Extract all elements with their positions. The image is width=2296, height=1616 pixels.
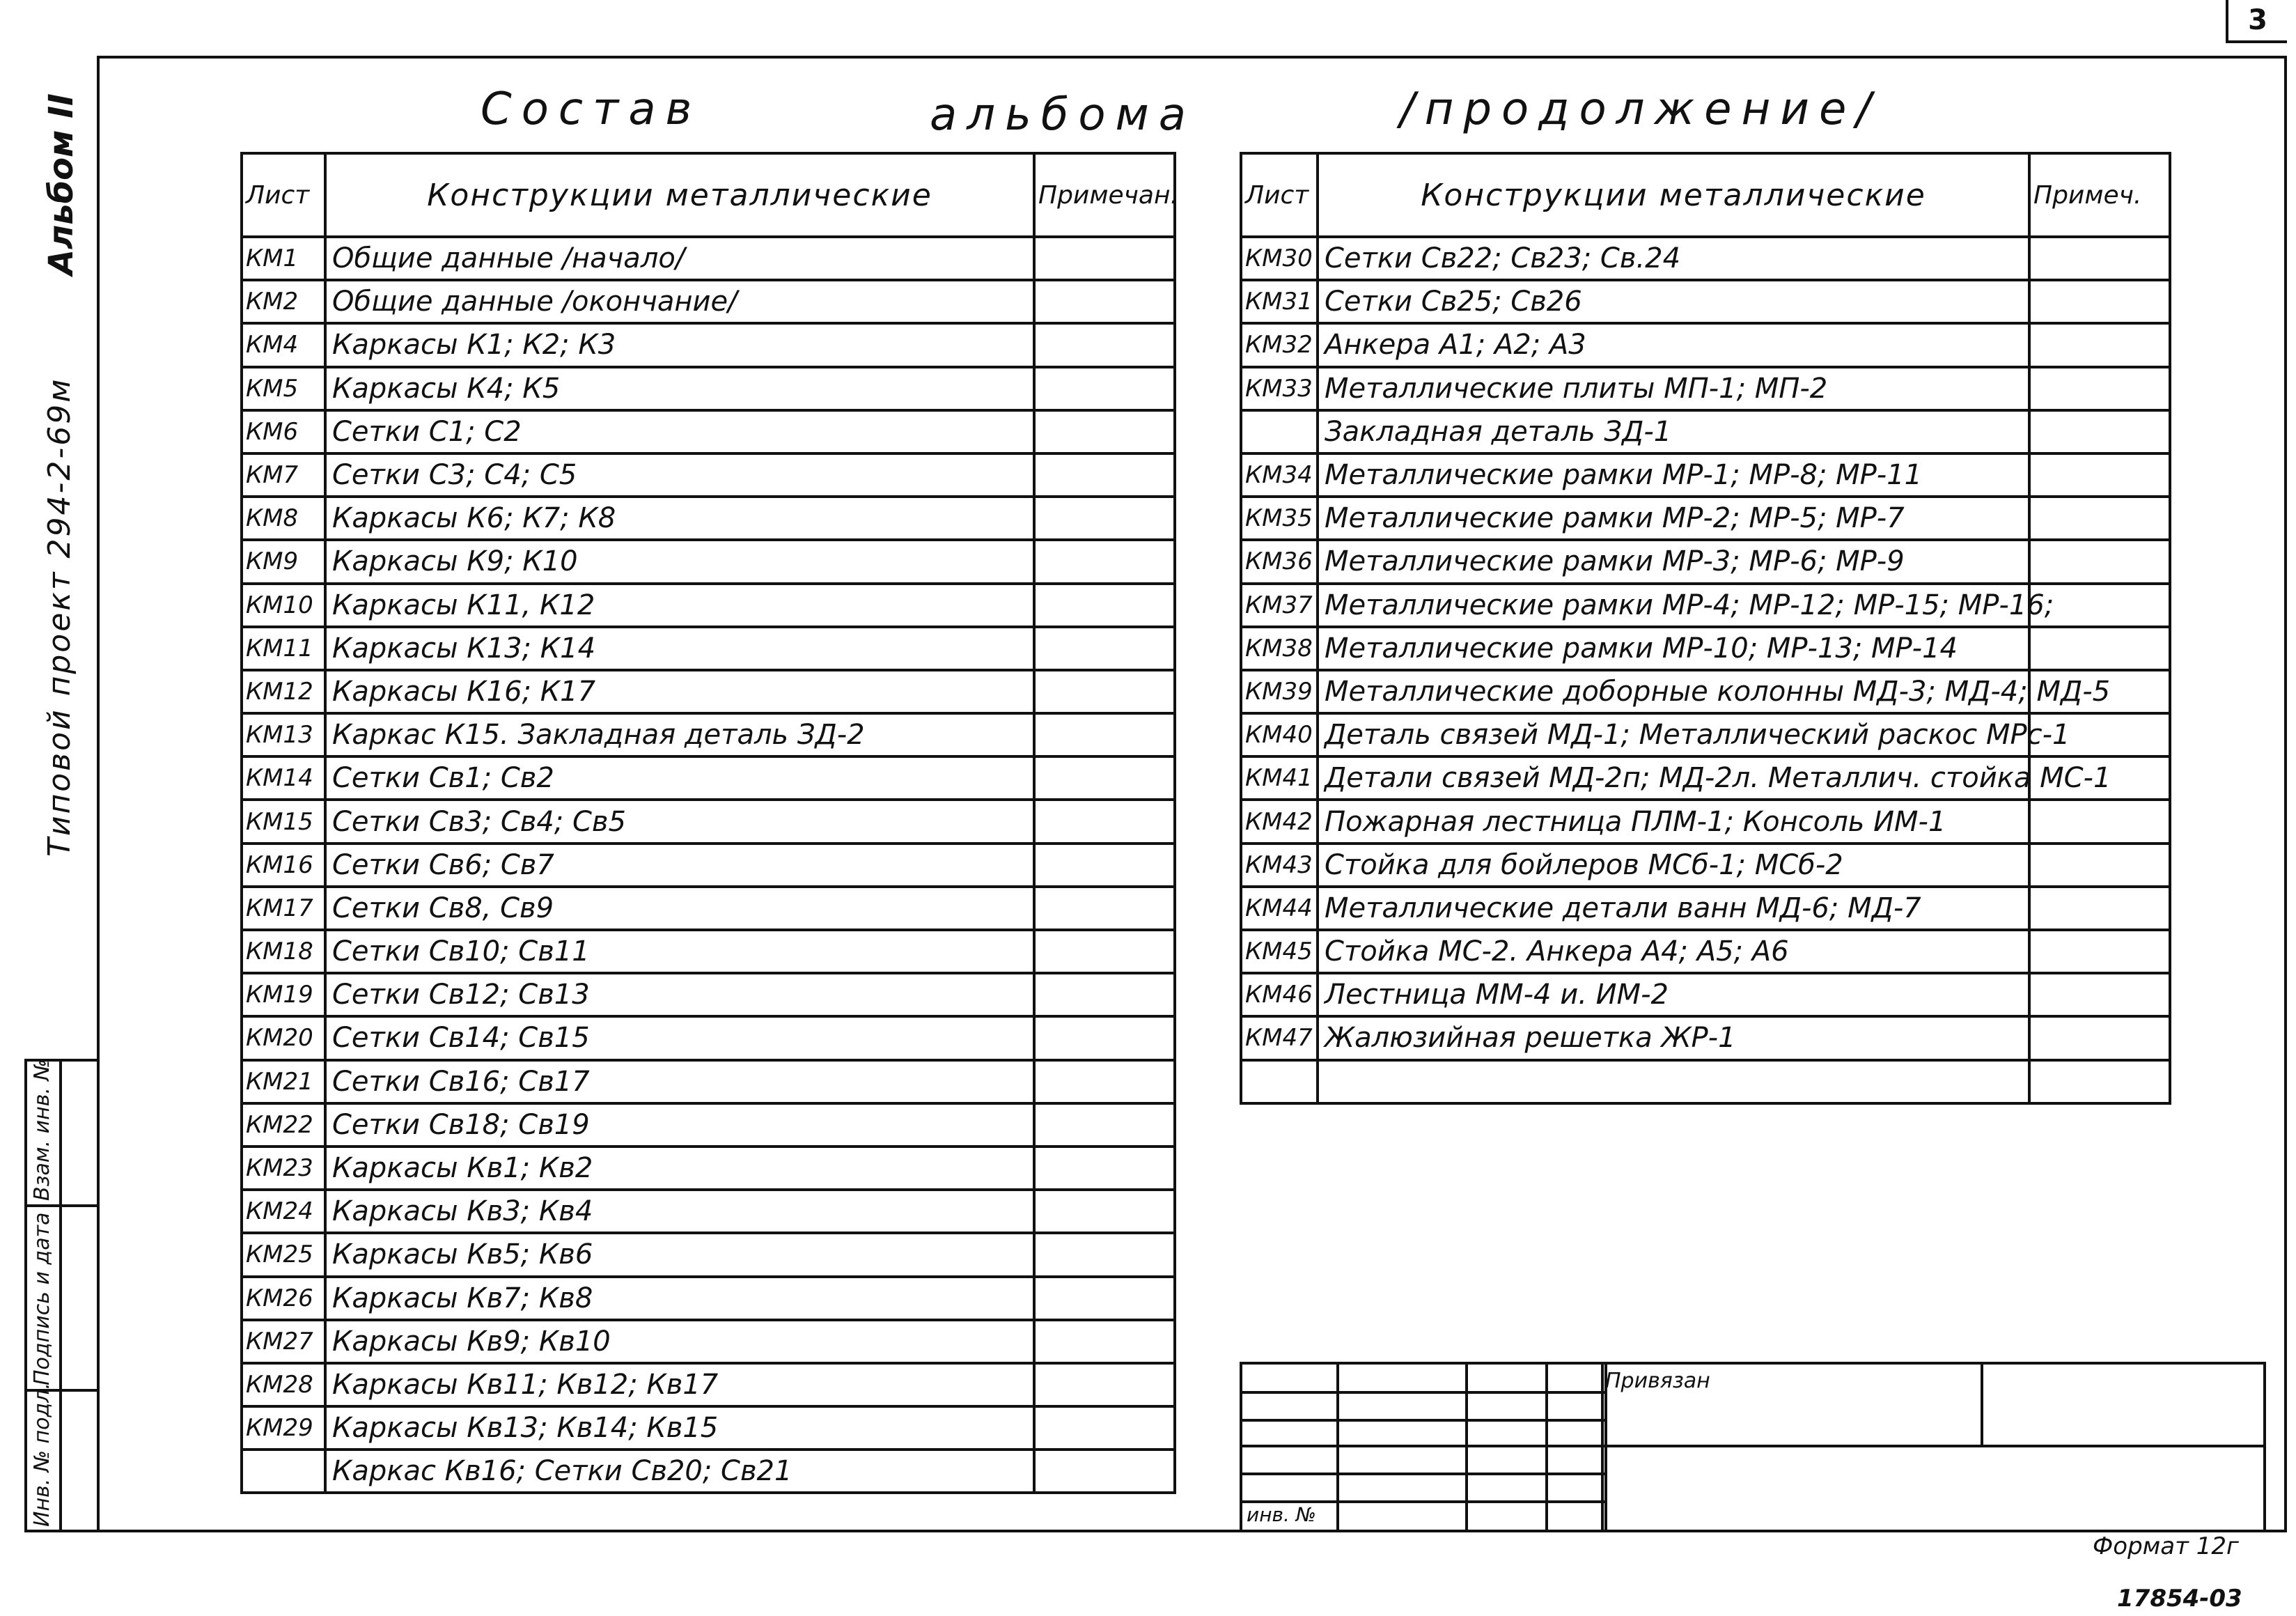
table-row xyxy=(1241,930,2170,973)
row-sheet-code: КМ24 xyxy=(242,1190,325,1233)
table-row xyxy=(242,973,1175,1016)
table-row xyxy=(242,1147,1175,1190)
table-row xyxy=(242,1103,1175,1147)
row-sheet-code: КМ25 xyxy=(242,1233,325,1276)
title-block xyxy=(1240,1362,2266,1532)
row-note xyxy=(1034,1190,1175,1233)
row-description: Металлические рамки МР-2; МР-5; МР-7 xyxy=(1318,497,2029,540)
row-sheet-code: КМ37 xyxy=(1241,584,1318,627)
row-sheet-code: КМ47 xyxy=(1241,1016,1318,1059)
row-description: Закладная деталь ЗД-1 xyxy=(1318,410,2029,453)
row-description: Каркасы К1; К2; К3 xyxy=(325,323,1034,366)
row-note xyxy=(2029,887,2170,930)
table-row xyxy=(242,323,1175,366)
row-description: Общие данные /окончание/ xyxy=(325,280,1034,323)
title-block-divider xyxy=(1242,1473,1604,1475)
row-sheet-code: КМ14 xyxy=(242,756,325,800)
table-row xyxy=(1241,410,2170,453)
row-description: Сетки Св18; Св19 xyxy=(325,1103,1034,1147)
row-sheet-code: КМ36 xyxy=(1241,540,1318,583)
row-note xyxy=(1034,1016,1175,1059)
row-description: Каркасы К16; К17 xyxy=(325,670,1034,713)
row-description: Сетки С1; С2 xyxy=(325,410,1034,453)
table-row xyxy=(242,497,1175,540)
row-sheet-code: КМ13 xyxy=(242,713,325,756)
stamp-label-sign: Подпись и дата xyxy=(30,1212,54,1385)
table-row xyxy=(242,756,1175,800)
contents-table-right xyxy=(1240,152,2171,1105)
table-row xyxy=(1241,584,2170,627)
row-description: Металлические доборные колонны МД-3; МД-4; МД-5 xyxy=(1318,670,2029,713)
title-block-inv-label: инв. № xyxy=(1247,1503,1316,1526)
row-note xyxy=(2029,540,2170,583)
row-description: Сетки Св10; Св11 xyxy=(325,930,1034,973)
table-row xyxy=(1241,237,2170,280)
table-row xyxy=(242,713,1175,756)
row-sheet-code xyxy=(242,1450,325,1493)
row-sheet-code: КМ40 xyxy=(1241,713,1318,756)
table-row xyxy=(1241,844,2170,887)
table-row xyxy=(1241,756,2170,800)
table-row xyxy=(242,1060,1175,1103)
row-description: Сетки Св16; Св17 xyxy=(325,1060,1034,1103)
table-row xyxy=(242,1190,1175,1233)
table-row xyxy=(242,584,1175,627)
stamp-divider xyxy=(27,1204,97,1207)
row-sheet-code: КМ26 xyxy=(242,1277,325,1320)
table-row xyxy=(1241,627,2170,670)
row-description: Сетки Св25; Св26 xyxy=(1318,280,2029,323)
row-note xyxy=(2029,800,2170,843)
row-sheet-code: КМ11 xyxy=(242,627,325,670)
row-sheet-code: КМ19 xyxy=(242,973,325,1016)
row-sheet-code: КМ28 xyxy=(242,1363,325,1406)
row-note xyxy=(2029,1060,2170,1103)
row-sheet-code: КМ2 xyxy=(242,280,325,323)
table-row xyxy=(1241,540,2170,583)
table-row xyxy=(242,1320,1175,1363)
row-note xyxy=(1034,800,1175,843)
table-row xyxy=(1241,670,2170,713)
format-label: Формат 12г xyxy=(2093,1532,2239,1560)
row-note xyxy=(1034,497,1175,540)
title-album: альбома xyxy=(930,89,1196,141)
row-description: Деталь связей МД-1; Металлический раскос МРс-1 xyxy=(1318,713,2029,756)
row-description: Каркасы К13; К14 xyxy=(325,627,1034,670)
row-description: Металлические рамки МР-10; МР-13; МР-14 xyxy=(1318,627,2029,670)
row-note xyxy=(1034,280,1175,323)
row-sheet-code: КМ23 xyxy=(242,1147,325,1190)
header-sheet: Лист xyxy=(242,153,325,237)
row-sheet-code: КМ9 xyxy=(242,540,325,583)
row-sheet-code: КМ31 xyxy=(1241,280,1318,323)
row-sheet-code: КМ6 xyxy=(242,410,325,453)
row-description: Сетки Св6; Св7 xyxy=(325,844,1034,887)
row-description: Каркасы К4; К5 xyxy=(325,367,1034,410)
row-note xyxy=(1034,1406,1175,1450)
row-description: Сетки Св14; Св15 xyxy=(325,1016,1034,1059)
row-description: Стойка для бойлеров МСб-1; МСб-2 xyxy=(1318,844,2029,887)
row-sheet-code: КМ12 xyxy=(242,670,325,713)
row-note xyxy=(1034,584,1175,627)
table-row xyxy=(242,627,1175,670)
row-note xyxy=(2029,844,2170,887)
row-sheet-code xyxy=(1241,1060,1318,1103)
row-sheet-code: КМ41 xyxy=(1241,756,1318,800)
row-note xyxy=(2029,323,2170,366)
document-code: 17854-03 xyxy=(2117,1585,2242,1613)
row-sheet-code: КМ45 xyxy=(1241,930,1318,973)
row-description: Сетки Св12; Св13 xyxy=(325,973,1034,1016)
row-note xyxy=(1034,670,1175,713)
row-sheet-code: КМ27 xyxy=(242,1320,325,1363)
row-sheet-code: КМ29 xyxy=(242,1406,325,1450)
row-note xyxy=(1034,973,1175,1016)
row-sheet-code: КМ46 xyxy=(1241,973,1318,1016)
title-block-attached-label: Привязан xyxy=(1605,1369,1710,1393)
row-note xyxy=(1034,1147,1175,1190)
row-sheet-code: КМ10 xyxy=(242,584,325,627)
row-description: Каркасы К11, К12 xyxy=(325,584,1034,627)
row-note xyxy=(1034,713,1175,756)
row-note xyxy=(2029,1016,2170,1059)
side-album-label: Альбом II xyxy=(42,93,81,275)
table-row xyxy=(1241,1016,2170,1059)
table-row xyxy=(242,453,1175,497)
table-row xyxy=(1241,280,2170,323)
row-description: Общие данные /начало/ xyxy=(325,237,1034,280)
row-note xyxy=(1034,627,1175,670)
table-row xyxy=(1241,323,2170,366)
table-row xyxy=(242,800,1175,843)
row-note xyxy=(1034,367,1175,410)
row-sheet-code: КМ35 xyxy=(1241,497,1318,540)
row-description: Детали связей МД-2п; МД-2л. Металлич. стойка МС-1 xyxy=(1318,756,2029,800)
stamp-label-inv: Инв. № подл. xyxy=(30,1383,54,1527)
row-description: Металлические рамки МР-4; МР-12; МР-15; МР-16; xyxy=(1318,584,2029,627)
approval-stamp xyxy=(24,1059,100,1532)
table-row xyxy=(242,844,1175,887)
row-description: Сетки Св3; Св4; Св5 xyxy=(325,800,1034,843)
row-sheet-code: КМ18 xyxy=(242,930,325,973)
row-sheet-code: КМ15 xyxy=(242,800,325,843)
row-sheet-code: КМ16 xyxy=(242,844,325,887)
row-description: Пожарная лестница ПЛМ-1; Консоль ИМ-1 xyxy=(1318,800,2029,843)
row-sheet-code: КМ33 xyxy=(1241,367,1318,410)
row-note xyxy=(1034,1103,1175,1147)
row-description: Металлические рамки МР-1; МР-8; МР-11 xyxy=(1318,453,2029,497)
row-description: Каркасы Кв9; Кв10 xyxy=(325,1320,1034,1363)
row-description: Каркасы Кв3; Кв4 xyxy=(325,1190,1034,1233)
table-row xyxy=(242,367,1175,410)
row-note xyxy=(1034,323,1175,366)
header-sheet: Лист xyxy=(1241,153,1318,237)
table-row xyxy=(242,1363,1175,1406)
row-sheet-code: КМ8 xyxy=(242,497,325,540)
row-description: Металлические детали ванн МД-6; МД-7 xyxy=(1318,887,2029,930)
table-row xyxy=(242,280,1175,323)
row-sheet-code: КМ5 xyxy=(242,367,325,410)
row-description: Сетки Св1; Св2 xyxy=(325,756,1034,800)
row-note xyxy=(1034,1277,1175,1320)
row-note xyxy=(1034,237,1175,280)
title-composition: Состав xyxy=(481,84,702,135)
page-number: 3 xyxy=(2226,0,2287,43)
row-note xyxy=(1034,410,1175,453)
header-note: Примеч. xyxy=(2029,153,2170,237)
row-sheet-code xyxy=(1241,410,1318,453)
row-sheet-code: КМ43 xyxy=(1241,844,1318,887)
row-description: Анкера А1; А2; А3 xyxy=(1318,323,2029,366)
row-note xyxy=(1034,1233,1175,1276)
table-row xyxy=(242,540,1175,583)
table-row xyxy=(242,670,1175,713)
row-description: Жалюзийная решетка ЖР-1 xyxy=(1318,1016,2029,1059)
title-block-divider xyxy=(1242,1445,2263,1447)
table-row xyxy=(242,1016,1175,1059)
contents-table-left xyxy=(240,152,1176,1494)
row-note xyxy=(1034,887,1175,930)
row-description: Каркасы К9; К10 xyxy=(325,540,1034,583)
row-description: Сетки С3; С4; С5 xyxy=(325,453,1034,497)
header-description: Конструкции металлические xyxy=(1318,153,2029,237)
row-description: Каркасы Кв7; Кв8 xyxy=(325,1277,1034,1320)
row-sheet-code: КМ20 xyxy=(242,1016,325,1059)
row-description: Металлические плиты МП-1; МП-2 xyxy=(1318,367,2029,410)
row-description: Стойка МС-2. Анкера А4; А5; А6 xyxy=(1318,930,2029,973)
table-row xyxy=(242,1450,1175,1493)
table-header-row xyxy=(1241,153,2170,237)
title-block-divider xyxy=(1242,1391,1604,1394)
row-description xyxy=(1318,1060,2029,1103)
table-row xyxy=(1241,887,2170,930)
row-note xyxy=(2029,627,2170,670)
table-row xyxy=(1241,973,2170,1016)
row-description: Каркасы Кв13; Кв14; Кв15 xyxy=(325,1406,1034,1450)
row-sheet-code: КМ42 xyxy=(1241,800,1318,843)
table-row xyxy=(1241,800,2170,843)
row-sheet-code: КМ34 xyxy=(1241,453,1318,497)
table-row xyxy=(242,237,1175,280)
row-note xyxy=(1034,1060,1175,1103)
table-header-row xyxy=(242,153,1175,237)
row-sheet-code: КМ17 xyxy=(242,887,325,930)
row-description: Каркасы Кв11; Кв12; Кв17 xyxy=(325,1363,1034,1406)
row-note xyxy=(1034,1320,1175,1363)
row-sheet-code: КМ21 xyxy=(242,1060,325,1103)
row-description: Каркасы Кв1; Кв2 xyxy=(325,1147,1034,1190)
row-note xyxy=(2029,930,2170,973)
row-description: Каркасы К6; К7; К8 xyxy=(325,497,1034,540)
row-description: Сетки Св8, Св9 xyxy=(325,887,1034,930)
row-note xyxy=(2029,973,2170,1016)
row-description: Сетки Св22; Св23; Св.24 xyxy=(1318,237,2029,280)
row-note xyxy=(2029,237,2170,280)
row-note xyxy=(2029,453,2170,497)
row-note xyxy=(1034,453,1175,497)
table-row xyxy=(1241,713,2170,756)
row-note xyxy=(1034,1363,1175,1406)
header-note: Примечан. xyxy=(1034,153,1175,237)
table-row xyxy=(1241,367,2170,410)
row-description: Каркас К15. Закладная деталь ЗД-2 xyxy=(325,713,1034,756)
table-row xyxy=(242,887,1175,930)
title-continuation: /продолжение/ xyxy=(1400,84,1881,135)
title-block-divider xyxy=(1981,1365,1983,1445)
row-note xyxy=(2029,410,2170,453)
row-note xyxy=(1034,844,1175,887)
row-description: Каркас Кв16; Сетки Св20; Св21 xyxy=(325,1450,1034,1493)
row-note xyxy=(1034,930,1175,973)
stamp-label-replace: Взам. инв. № xyxy=(30,1059,54,1201)
row-sheet-code: КМ38 xyxy=(1241,627,1318,670)
row-note xyxy=(1034,756,1175,800)
row-description: Каркасы Кв5; Кв6 xyxy=(325,1233,1034,1276)
table-row xyxy=(242,1406,1175,1450)
row-sheet-code: КМ30 xyxy=(1241,237,1318,280)
table-row xyxy=(242,930,1175,973)
row-note xyxy=(2029,280,2170,323)
table-row xyxy=(242,410,1175,453)
row-description: Лестница ММ-4 и. ИМ-2 xyxy=(1318,973,2029,1016)
row-sheet-code: КМ39 xyxy=(1241,670,1318,713)
row-note xyxy=(2029,497,2170,540)
stamp-divider xyxy=(59,1062,62,1530)
row-sheet-code: КМ7 xyxy=(242,453,325,497)
row-note xyxy=(1034,540,1175,583)
row-sheet-code: КМ32 xyxy=(1241,323,1318,366)
title-block-divider xyxy=(1242,1419,1604,1422)
row-description: Металлические рамки МР-3; МР-6; МР-9 xyxy=(1318,540,2029,583)
header-description: Конструкции металлические xyxy=(325,153,1034,237)
side-project-label: Типовой проект 294-2-69м xyxy=(42,377,77,857)
row-note xyxy=(2029,367,2170,410)
table-row xyxy=(1241,1060,2170,1103)
table-row xyxy=(1241,497,2170,540)
row-sheet-code: КМ44 xyxy=(1241,887,1318,930)
row-sheet-code: КМ1 xyxy=(242,237,325,280)
table-row xyxy=(242,1277,1175,1320)
row-sheet-code: КМ4 xyxy=(242,323,325,366)
row-sheet-code: КМ22 xyxy=(242,1103,325,1147)
table-row xyxy=(1241,453,2170,497)
row-note xyxy=(1034,1450,1175,1493)
table-row xyxy=(242,1233,1175,1276)
